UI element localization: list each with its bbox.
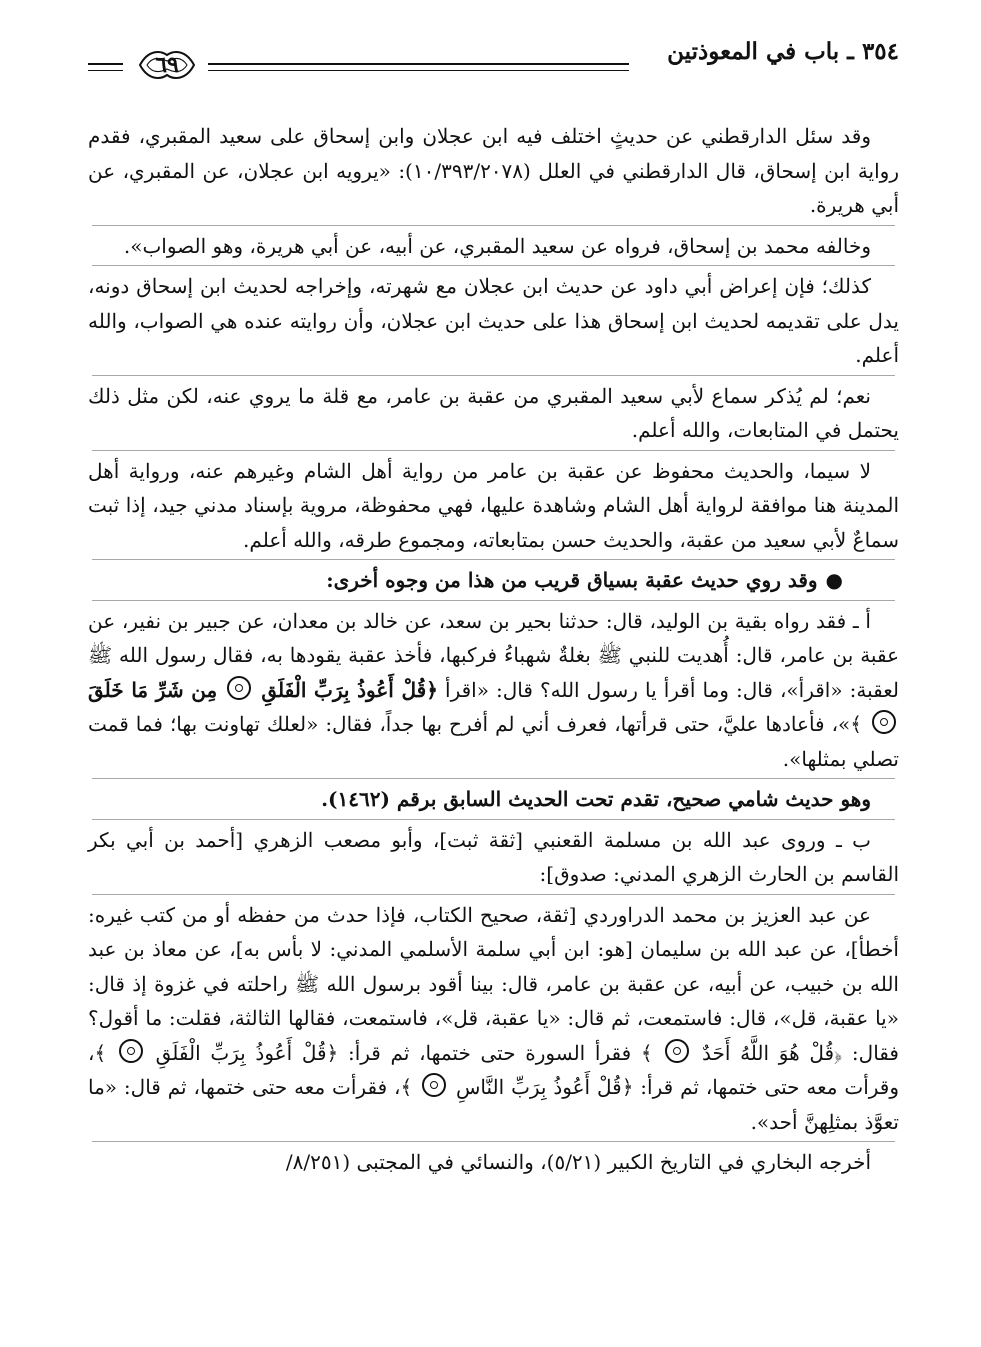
quran-falaq-2: مِن شَرِّ مَا خَلَقَ — [88, 677, 218, 702]
paragraph-daraqutni: وقد سئل الدارقطني عن حديثٍ اختلف فيه ابن عجلان وابن إسحاق على سعيد المقبري، فقدم رواية ابن إسحاق، قال الدارقطني في العلل (١٠/٣٩٣/٢٠٧٨): «يرويه ابن عجلان، عن المقبري، عن أبي هريرة. — [88, 124, 899, 217]
ikhlas-continuation: ﴾ فقرأ السورة حتى ختمها، ثم قرأ: ﴿قُلْ أَعُوذُ بِرَبِّ الْفَلَقِ — [155, 1040, 653, 1065]
left-header-rule — [88, 63, 123, 71]
verse-marker-icon — [665, 1039, 689, 1063]
header-rule — [208, 63, 629, 71]
page-number: ٦٩ — [155, 52, 179, 78]
paragraph-separator — [92, 778, 895, 779]
paragraph-separator — [92, 225, 895, 226]
paragraph-darawardi — [88, 898, 899, 1142]
paragraph-separator — [92, 450, 895, 451]
page-header — [88, 20, 899, 84]
paragraph-route-a — [88, 604, 899, 779]
quran-falaq-1: ﴿قُلْ أَعُوذُ بِرَبِّ الْفَلَقِ — [261, 677, 438, 702]
paragraph-separator — [92, 600, 895, 601]
paragraph-separator — [92, 894, 895, 895]
paragraph-route-b: ب ـ وروى عبد الله بن مسلمة القعنبي [ثقة ثبت]، وأبو مصعب الزهري [أحمد بن أبي بكر القاسم بن الحارث الزهري المدني: صدوق]: — [88, 827, 899, 886]
paragraph-hadith-preserved: لا سيما، والحديث محفوظ عن عقبة بن عامر من رواية أهل الشام وغيرهم عنه، ورواية أهل المدينة هنا موافقة لرواية أهل الشام وشاهدة عليها، فهي محفوظة، مروية بإسناد مدني جيد، إذا ثبت سماعٌ لأبي سعيد من عقبة، والحديث حسن بمتابعاته، ومجموع طرقه، والله أعلم. — [88, 458, 900, 552]
route-a-text: أ ـ فقد رواه بقية بن الوليد، قال: حدثنا بحير بن سعد، عن خالد بن معدان، عن جبير بن نفير، عن عقبة بن عامر، قال: أُهديت للنبي ﷺ بغلةٌ شهباءُ فركبها، فأخذ عقبة يقودها به، فقال رسول الله ﷺ لعقبة: «اقرأ»، قال: وما أقرأ يا رسول الله؟ قال: «اقرأ — [88, 608, 900, 702]
paragraph-correct-view: وخالفه محمد بن إسحاق، فرواه عن سعيد المقبري، عن أبيه، عن أبي هريرة، وهو الصواب». — [123, 233, 871, 258]
paragraph-separator — [92, 819, 895, 820]
verse-marker-icon — [872, 710, 896, 734]
section-heading-other-routes — [88, 563, 899, 600]
paragraph-samaa: نعم؛ لم يُذكر سماع لأبي سعيد المقبري من عقبة بن عامر، مع قلة ما يروي عنه، لكن مثل ذلك يحتمل في المتابعات، والله أعلم. — [88, 383, 899, 442]
paragraph-separator — [92, 375, 895, 376]
paragraph-abu-dawud: كذلك؛ فإن إعراض أبي داود عن حديث ابن عجلان مع شهرته، وإخراجه لحديث ابن إسحاق دونه، يدل على تقديمه لحديث ابن إسحاق هذا على حديث ابن عجلان، وأن روايته عنده هي الصواب، والله أعلم. — [88, 274, 899, 367]
section-heading-text: وقد روي حديث عقبة بسياق قريب من هذا من وجوه أخرى: — [326, 568, 818, 592]
verse-marker-icon — [422, 1073, 446, 1097]
bullet-icon: ● — [825, 568, 843, 592]
route-a-continuation: ﴾»، فأعادها عليَّ، حتى قرأتها، فعرف أني لم أفرح بها جداً، فقال: «لعلك تهاونت بها؛ فما قمت تصلي بمثلها». — [88, 712, 899, 771]
paragraph-bukhari-nasai: أخرجه البخاري في التاريخ الكبير (٥/٢١)، والنسائي في المجتبى (٨/٢٥١/ — [285, 1150, 871, 1174]
verse-marker-icon — [119, 1039, 143, 1063]
page-body — [88, 119, 899, 1182]
paragraph-separator — [92, 265, 895, 266]
page-number-ornament — [136, 46, 198, 84]
paragraph-shami-sahih: وهو حديث شامي صحيح، تقدم تحت الحديث السابق برقم (١٤٦٢). — [321, 787, 871, 811]
nas-continuation: ﴾، فقرأت معه حتى ختمها، ثم قال: «ما تعوَّذ بمثلِهنَّ أحد». — [88, 1075, 899, 1134]
paragraph-separator — [92, 1141, 895, 1142]
chapter-title: ٣٥٤ ـ باب في المعوذتين — [657, 39, 899, 64]
paragraph-separator — [92, 559, 895, 560]
falaq-continuation: ﴾، وقرأت معه حتى ختمها، ثم قرأ: ﴿قُلْ أَعُوذُ بِرَبِّ النَّاسِ — [88, 1040, 900, 1099]
verse-marker-icon — [227, 676, 251, 700]
darawardi-text: عن عبد العزيز بن محمد الدراوردي [ثقة، صحيح الكتاب، فإذا حدث من حفظه أو من كتب غيره: أخطأ]، عن عبد الله بن سليمان [هو: ابن أبي سلمة الأسلمي المدني: لا بأس به]، عن معاذ بن عبد الله بن خبيب، عن أبيه، عن عقبة بن عامر، قال: بينا أقود برسول الله ﷺ راحلته في غزوة إذ قال: «يا عقبة، قل»، قال: فاستمعت، ثم قال: «يا عقبة، قل»، فاستمعت، فقالها الثالثة، فقلت: ما أقول؟ فقال: ﴿قُلْ هُوَ اللَّهُ أَحَدٌ — [88, 902, 899, 1065]
